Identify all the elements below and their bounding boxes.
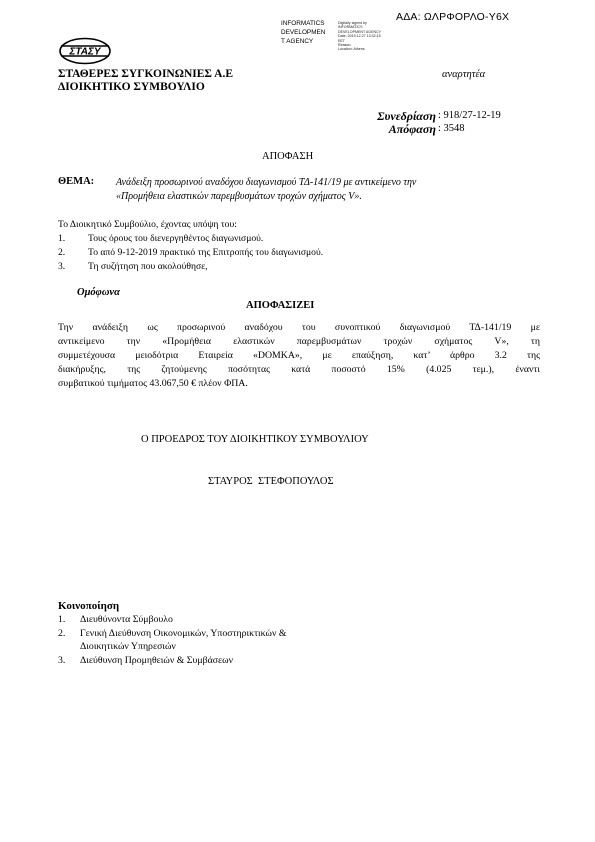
- notification-item: 1. Διευθύνοντα Σύμβουλο: [58, 614, 173, 625]
- unanimous-label: Ομόφωνα: [77, 287, 120, 298]
- organization-name: ΣΤΑΘΕΡΕΣ ΣΥΓΚΟΙΝΩΝΙΕΣ Α.Ε: [58, 68, 233, 80]
- board-name: ΔΙΟΙΚΗΤΙΚΟ ΣΥΜΒΟΥΛΙΟ: [58, 81, 205, 93]
- ada-code: ΑΔΑ: ΩΛΡΦΟΡΛΟ-Υ6Χ: [396, 11, 510, 23]
- subject-text: Ανάδειξη προσωρινού αναδόχου διαγωνισμού ΤΔ-141/19 με αντικείμενο την «Προμήθεια ελαστικών παρεμβυσμάτων τροχών σχήματος V».: [116, 177, 417, 202]
- stamp-line: T AGENCY: [281, 38, 314, 45]
- consideration-item: 2. Το από 9-12-2019 πρακτικό της Επιτροπής του διαγωνισμού.: [58, 247, 324, 258]
- stamp-line: INFORMATICS: [281, 20, 325, 27]
- stamp-line: DEVELOPMEN: [281, 29, 326, 36]
- posting-note: αναρτητέα: [442, 69, 486, 80]
- stamp-fine-print: Digitally signed by INFORMATICS DEVELOPMENT AGENCY Date: 2019.12.27 13:32:15 EET Reason: Location: Athens: [338, 21, 382, 52]
- logo-text: ΣΤΑΣΥ: [69, 46, 101, 58]
- consideration-item: 3. Τη συζήτηση που ακολούθησε,: [58, 261, 208, 272]
- decides-heading: ΑΠΟΦΑΣΙΖΕΙ: [246, 300, 315, 311]
- intro-text: Το Διοικητικό Συμβούλιο, έχοντας υπόψη του:: [58, 219, 237, 230]
- session-label: Συνεδρίαση: [377, 109, 436, 123]
- notification-item: 3. Διεύθυνση Προμηθειών & Συμβάσεων: [58, 655, 233, 666]
- decision-value: : 3548: [438, 123, 465, 134]
- chairman-title: Ο ΠΡΟΕΔΡΟΣ ΤΟΥ ΔΙΟΙΚΗΤΙΚΟΥ ΣΥΜΒΟΥΛΙΟΥ: [141, 434, 369, 445]
- subject-label: ΘΕΜΑ:: [58, 176, 95, 187]
- decision-paragraph: Την ανάδειξη ως προσωρινού αναδόχου του συνοπτικού διαγωνισμού ΤΔ-141/19 με αντικείμενο την «Προμήθεια ελαστικών παρεμβυσμάτων τροχών σχήματος V», τη συμμετέχουσα μειοδότρια Εταιρεία «DOMKA», με επαύξηση, κατ’ άρθρο 3.2 της διακήρυξης, της ζητούμενης ποσότητας κατά ποσοστό 15% (4.025 τεμ.), έναντι συμβατικού τιμήματος 43.067,50 € πλέον ΦΠΑ.: [58, 322, 540, 389]
- notification-item: Διοικητικών Υπηρεσιών: [80, 641, 176, 652]
- decision-label: Απόφαση: [388, 122, 436, 136]
- notification-item: 2. Γενική Διεύθυνση Οικονομικών, Υποστηρικτικών &: [58, 628, 287, 639]
- chairman-name: ΣΤΑΥΡΟΣ ΣΤΕΦΟΠΟΥΛΟΣ: [208, 476, 334, 487]
- session-value: : 918/27-12-19: [438, 110, 501, 121]
- notification-title: Κοινοποίηση: [58, 600, 120, 612]
- stasy-logo: [58, 37, 112, 65]
- document-title: ΑΠΟΦΑΣΗ: [262, 151, 314, 162]
- consideration-item: 1. Τους όρους του διενεργηθέντος διαγωνισμού.: [58, 233, 264, 244]
- digital-signature-stamp: [281, 20, 401, 50]
